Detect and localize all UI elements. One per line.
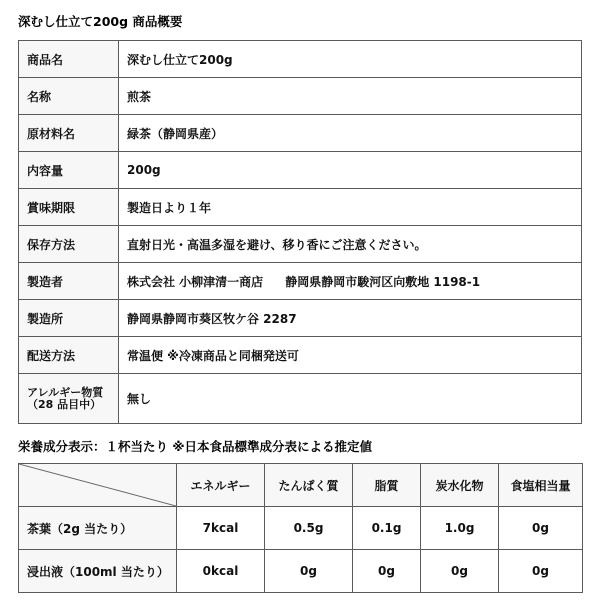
product-info-table <box>18 40 582 424</box>
table-cell: 0g <box>353 550 421 593</box>
row-value <box>119 263 582 300</box>
row-label: 配送方法 <box>19 337 119 374</box>
table-cell: 0g <box>421 550 499 593</box>
table-row <box>19 152 582 189</box>
table-row <box>19 550 583 593</box>
table-row <box>19 189 582 226</box>
column-header: 脂質 <box>353 464 421 507</box>
row-value: 200g <box>119 152 582 189</box>
column-header: 食塩相当量 <box>499 464 583 507</box>
row-value: 直射日光・高温多湿を避け、移り香にご注意ください。 <box>119 226 582 263</box>
row-value: 深むし仕立て200g <box>119 41 582 78</box>
page-title: 深むし仕立て200g 商品概要 <box>18 14 183 29</box>
row-value: 煎茶 <box>119 78 582 115</box>
row-label: 賞味期限 <box>19 189 119 226</box>
table-row <box>19 115 582 152</box>
table-row <box>19 374 582 424</box>
table-row <box>19 337 582 374</box>
row-value: 無し <box>119 374 582 424</box>
row-label: 保存方法 <box>19 226 119 263</box>
row-label: 内容量 <box>19 152 119 189</box>
table-cell: 0g <box>265 550 353 593</box>
table-row <box>19 263 582 300</box>
table-row <box>19 41 582 78</box>
manufacturer-name: 株式会社 小柳津清一商店 <box>127 274 264 289</box>
table-cell: 0g <box>499 550 583 593</box>
table-cell: 0g <box>499 507 583 550</box>
allergen-label-line1: アレルギー物質 <box>27 385 104 399</box>
row-label: 名称 <box>19 78 119 115</box>
row-value: 緑茶（静岡県産） <box>119 115 582 152</box>
column-header: たんぱく質 <box>265 464 353 507</box>
manufacturer-address: 静岡県静岡市駿河区向敷地 1198-1 <box>285 274 481 289</box>
table-cell: 7kcal <box>177 507 265 550</box>
row-label: 製造所 <box>19 300 119 337</box>
column-header: 炭水化物 <box>421 464 499 507</box>
diagonal-line <box>19 464 176 506</box>
table-cell: 0.1g <box>353 507 421 550</box>
row-value: 静岡県静岡市葵区牧ケ谷 2287 <box>119 300 582 337</box>
row-label: 原材料名 <box>19 115 119 152</box>
table-cell: 0.5g <box>265 507 353 550</box>
row-label: 浸出液（100ml 当たり） <box>19 550 177 593</box>
table-row <box>19 78 582 115</box>
row-value: 常温便 ※冷凍商品と同梱発送可 <box>119 337 582 374</box>
table-row <box>19 226 582 263</box>
nutrition-title: 栄養成分表示：１杯当たり ※日本食品標準成分表による推定値 <box>18 439 373 454</box>
table-row <box>19 507 583 550</box>
table-cell: 1.0g <box>421 507 499 550</box>
table-row <box>19 300 582 337</box>
corner-cell <box>19 464 177 507</box>
row-label: 商品名 <box>19 41 119 78</box>
table-cell: 0kcal <box>177 550 265 593</box>
row-value: 製造日より１年 <box>119 189 582 226</box>
row-label: 茶葉（2g 当たり） <box>19 507 177 550</box>
row-label: 製造者 <box>19 263 119 300</box>
column-header: エネルギー <box>177 464 265 507</box>
table-header-row <box>19 464 583 507</box>
row-label <box>19 374 119 424</box>
nutrition-table <box>18 463 583 593</box>
allergen-label-line2: （28 品目中） <box>27 397 102 411</box>
